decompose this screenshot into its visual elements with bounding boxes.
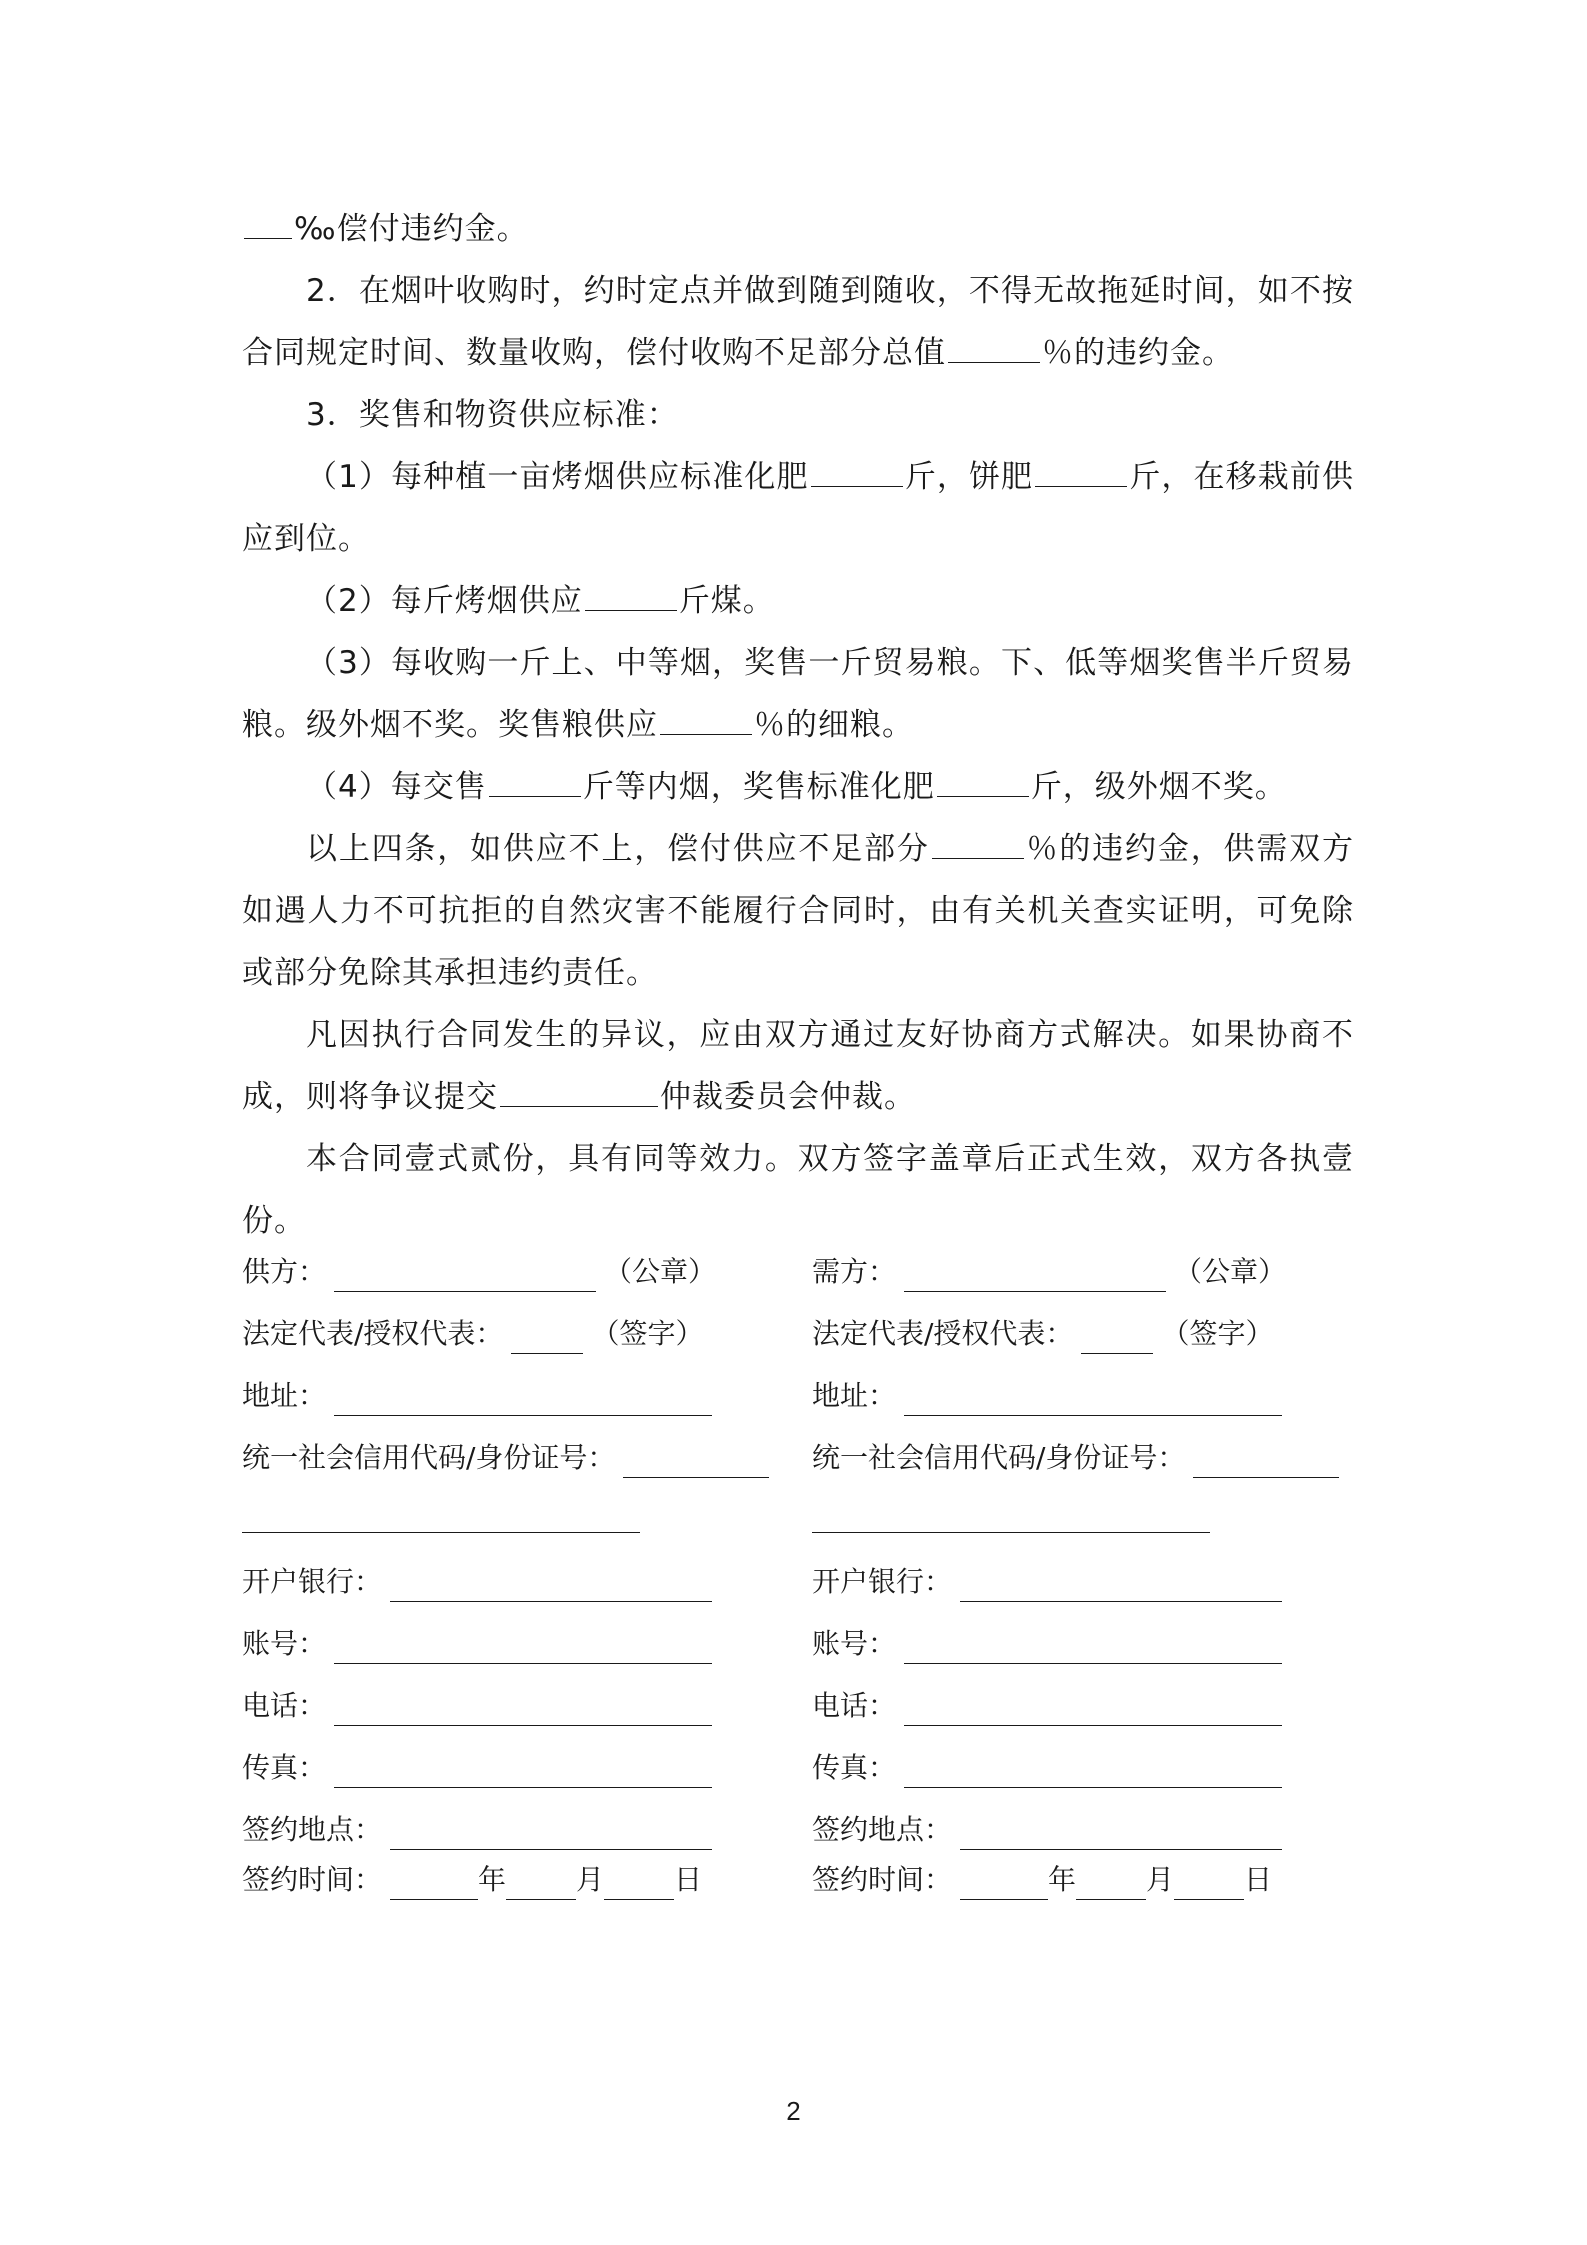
clause-text: （3）每收购一斤上、中等烟，奖售一斤贸易粮。下、低等烟奖售半斤贸易粮。级外烟不奖。奖售粮供应: [242, 645, 1354, 743]
supplier-credit-code-row: [242, 1438, 769, 1478]
month-label: 月: [1146, 1863, 1175, 1896]
clause-2: [242, 260, 1354, 384]
clause-3-2: [242, 570, 1354, 632]
seal-label: （公章）: [604, 1255, 717, 1288]
buyer-address-field[interactable]: [904, 1381, 1282, 1416]
buyer-rep-row: [812, 1314, 1273, 1354]
time-label: 签约时间：: [812, 1863, 953, 1896]
time-label: 签约时间：: [242, 1863, 383, 1896]
clause-5: [242, 1004, 1354, 1128]
supplier-name-field[interactable]: [334, 1257, 596, 1292]
clause-text: （4）每交售: [306, 769, 487, 805]
fax-label: 传真：: [242, 1751, 327, 1784]
clause-text: 凡因执行合同发生的异议，应由双方通过友好协商方式解决。如果协商不成，则将争议提交: [242, 1017, 1354, 1115]
clause-text: ％的违约金，供需双方如遇人力不可抗拒的自然灾害不能履行合同时，由有关机关查实证明，可免除或部分免除其承担违约责任。: [242, 831, 1355, 991]
supplier-bank-field[interactable]: [390, 1567, 712, 1602]
rep-label: 法定代表/授权代表：: [812, 1317, 1074, 1350]
clause-6: 本合同壹式贰份，具有同等效力。双方签字盖章后正式生效，双方各执壹份。: [242, 1141, 1354, 1239]
buyer-rep-field[interactable]: [1081, 1319, 1153, 1354]
buyer-account-field[interactable]: [904, 1629, 1282, 1664]
supplier-credit-code-field[interactable]: [623, 1443, 769, 1478]
supplier-phone-row: [242, 1686, 712, 1726]
supplier-fax-field[interactable]: [334, 1753, 712, 1788]
year-label: 年: [1048, 1863, 1077, 1896]
clause-3-4: [242, 756, 1354, 818]
blank-field: [500, 1072, 658, 1107]
buyer-name-field[interactable]: [904, 1257, 1166, 1292]
address-label: 地址：: [812, 1379, 897, 1412]
buyer-month-field[interactable]: [1076, 1865, 1146, 1900]
credit-code-label: 统一社会信用代码/身份证号：: [812, 1441, 1186, 1474]
address-label: 地址：: [242, 1379, 327, 1412]
clause-1-tail: [242, 198, 1354, 260]
buyer-year-field[interactable]: [960, 1865, 1048, 1900]
buyer-phone-row: [812, 1686, 1282, 1726]
supplier-time-row: [242, 1860, 702, 1900]
clause-text: ％的细粮。: [754, 707, 914, 743]
buyer-fax-row: [812, 1748, 1282, 1788]
supplier-rep-row: [242, 1314, 703, 1354]
blank-field: [811, 452, 903, 487]
blank-field: [1035, 452, 1127, 487]
buyer-label: 需方：: [812, 1255, 897, 1288]
clause-3-3: [242, 632, 1354, 756]
month-label: 月: [576, 1863, 605, 1896]
year-label: 年: [478, 1863, 507, 1896]
supplier-place-field[interactable]: [390, 1815, 712, 1850]
bank-label: 开户银行：: [812, 1565, 953, 1598]
supplier-place-row: [242, 1810, 712, 1850]
clause-3-title: 3．奖售和物资供应标准：: [306, 397, 679, 433]
account-label: 账号：: [812, 1627, 897, 1660]
buyer-day-field[interactable]: [1174, 1865, 1244, 1900]
clause-text: 仲裁委员会仲裁。: [660, 1079, 916, 1115]
phone-label: 电话：: [812, 1689, 897, 1722]
buyer-credit-code-row: [812, 1438, 1339, 1478]
clause-text: 以上四条，如供应不上，偿付供应不足部分: [306, 831, 930, 867]
buyer-fax-field[interactable]: [904, 1753, 1282, 1788]
blank-field: [489, 762, 581, 797]
supplier-month-field[interactable]: [506, 1865, 576, 1900]
day-label: 日: [1244, 1863, 1273, 1896]
clause-text: （2）每斤烤烟供应: [306, 583, 583, 619]
supplier-party-row: [242, 1252, 716, 1292]
bank-label: 开户银行：: [242, 1565, 383, 1598]
clause-text: 斤，饼肥: [904, 459, 1034, 495]
sign-label: （签字）: [1161, 1317, 1274, 1350]
page-number: 2: [786, 2096, 801, 2126]
supplier-rep-field[interactable]: [511, 1319, 583, 1354]
supplier-phone-field[interactable]: [334, 1691, 712, 1726]
clause-text: ％的违约金。: [1042, 335, 1234, 371]
buyer-bank-row: [812, 1562, 1282, 1602]
buyer-bank-field[interactable]: [960, 1567, 1282, 1602]
buyer-time-row: [812, 1860, 1272, 1900]
clause-3-1: [242, 446, 1354, 570]
supplier-account-row: [242, 1624, 712, 1664]
supplier-address-row: [242, 1376, 712, 1416]
buyer-address-row: [812, 1376, 1282, 1416]
supplier-account-field[interactable]: [334, 1629, 712, 1664]
place-label: 签约地点：: [812, 1813, 953, 1846]
buyer-credit-code-continuation-line[interactable]: [812, 1531, 1210, 1533]
clause-4: [242, 818, 1354, 1004]
buyer-phone-field[interactable]: [904, 1691, 1282, 1726]
supplier-address-field[interactable]: [334, 1381, 712, 1416]
phone-label: 电话：: [242, 1689, 327, 1722]
credit-code-label: 统一社会信用代码/身份证号：: [242, 1441, 616, 1474]
supplier-credit-code-continuation-line[interactable]: [242, 1531, 640, 1533]
buyer-credit-code-field[interactable]: [1193, 1443, 1339, 1478]
blank-field: [660, 700, 752, 735]
clause-text: 斤煤。: [678, 583, 775, 619]
day-label: 日: [674, 1863, 703, 1896]
supplier-bank-row: [242, 1562, 712, 1602]
clause-text: ‰偿付违约金。: [294, 211, 529, 247]
clause-text: 斤，在移栽前供应到位。: [242, 459, 1355, 557]
supplier-year-field[interactable]: [390, 1865, 478, 1900]
supplier-day-field[interactable]: [604, 1865, 674, 1900]
blank-field: [244, 204, 292, 239]
clause-text: 斤等内烟，奖售标准化肥: [582, 769, 935, 805]
clause-text: 2．在烟叶收购时，约时定点并做到随到随收，不得无故拖延时间，如不按合同规定时间、数量收购，偿付收购不足部分总值: [242, 273, 1354, 371]
rep-label: 法定代表/授权代表：: [242, 1317, 504, 1350]
buyer-place-row: [812, 1810, 1282, 1850]
buyer-account-row: [812, 1624, 1282, 1664]
buyer-party-row: [812, 1252, 1286, 1292]
blank-field: [585, 576, 677, 611]
blank-field: [932, 824, 1024, 859]
sign-label: （签字）: [591, 1317, 704, 1350]
blank-field: [948, 328, 1040, 363]
clause-text: 斤，级外烟不奖。: [1030, 769, 1287, 805]
buyer-place-field[interactable]: [960, 1815, 1282, 1850]
clause-text: （1）每种植一亩烤烟供应标准化肥: [306, 459, 809, 495]
supplier-fax-row: [242, 1748, 712, 1788]
account-label: 账号：: [242, 1627, 327, 1660]
seal-label: （公章）: [1174, 1255, 1287, 1288]
blank-field: [937, 762, 1029, 797]
fax-label: 传真：: [812, 1751, 897, 1784]
supplier-label: 供方：: [242, 1255, 327, 1288]
place-label: 签约地点：: [242, 1813, 383, 1846]
